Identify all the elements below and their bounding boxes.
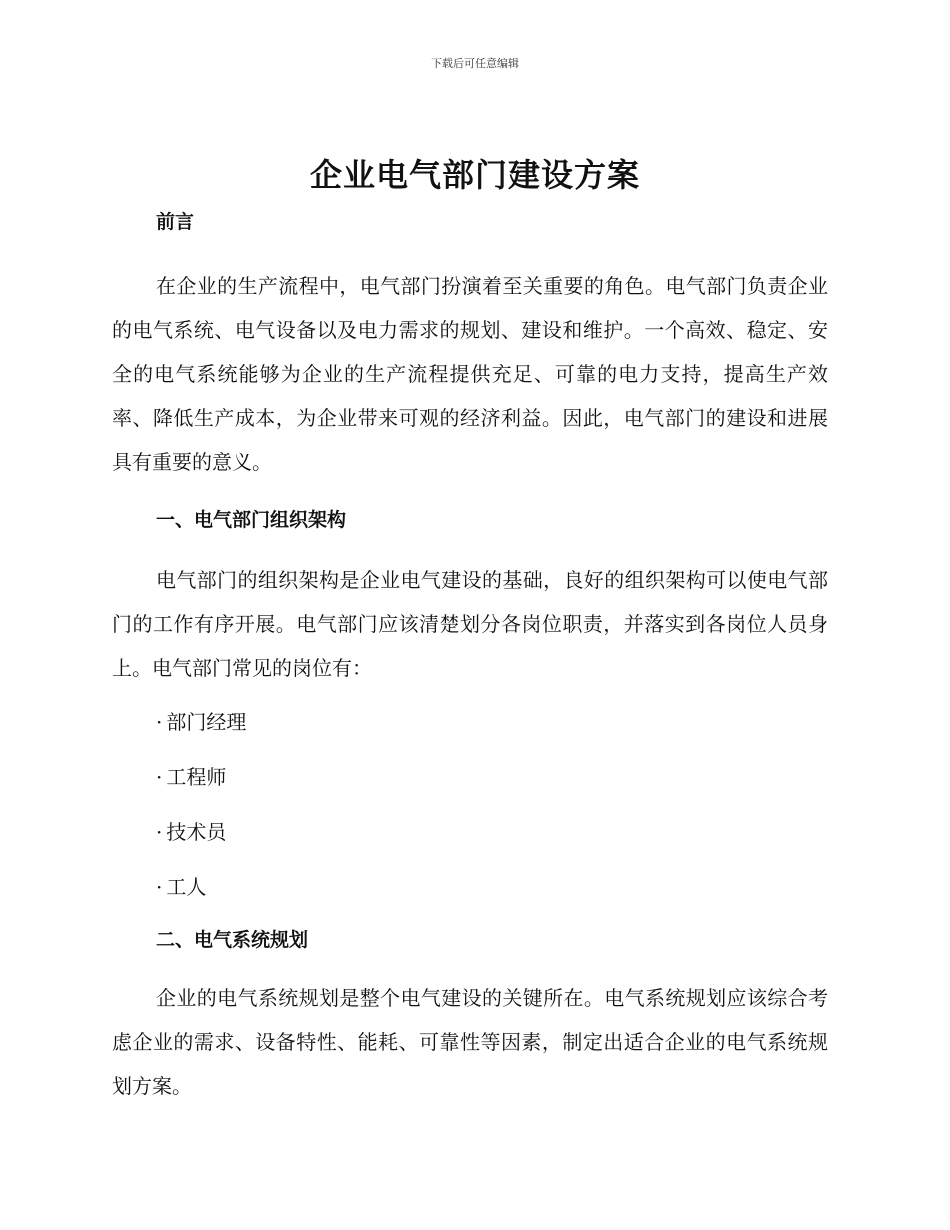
list-item (156, 700, 828, 744)
document-title: 企业电气部门建设方案 (309, 156, 640, 194)
preface-paragraph: 在企业的生产流程中，电气部门扮演着至关重要的角色。电气部门负责企业的电气系统、电气设备以及电力需求的规划、建设和维护。一个高效、稳定、安全的电气系统能够为企业的生产流程提供充足、可靠的电力支持，提高生产效率、降低生产成本，为企业带来可观的经济利益。因此，电气部门的建设和进展具有重要的意义。 (112, 274, 828, 474)
planning-heading: 二、电气系统规划 (156, 929, 309, 951)
bullet-marker: · (156, 820, 163, 844)
positions-list (112, 700, 828, 909)
document-body (112, 200, 828, 1108)
list-item-text: 工人 (166, 875, 207, 899)
organization-heading: 一、电气部门组织架构 (156, 509, 347, 531)
organization-paragraph: 电气部门的组织架构是企业电气建设的基础，良好的组织架构可以使电气部门的工作有序开展。电气部门应该清楚划分各岗位职责，并落实到各岗位人员身上。电气部门常见的岗位有： (112, 568, 828, 680)
bullet-marker: · (156, 765, 163, 789)
list-item-text: 技术员 (166, 820, 227, 844)
list-item (156, 865, 828, 909)
list-item (156, 810, 828, 854)
list-item-text: 部门经理 (166, 710, 247, 734)
list-item (156, 755, 828, 799)
header-note: 下载后可任意编辑 (431, 57, 519, 70)
bullet-marker: · (156, 875, 163, 899)
preface-heading: 前言 (156, 211, 195, 233)
list-item-text: 工程师 (166, 765, 227, 789)
planning-paragraph: 企业的电气系统规划是整个电气建设的关键所在。电气系统规划应该综合考虑企业的需求、设备特性、能耗、可靠性等因素，制定出适合企业的电气系统规划方案。 (112, 986, 828, 1098)
bullet-marker: · (156, 710, 163, 734)
